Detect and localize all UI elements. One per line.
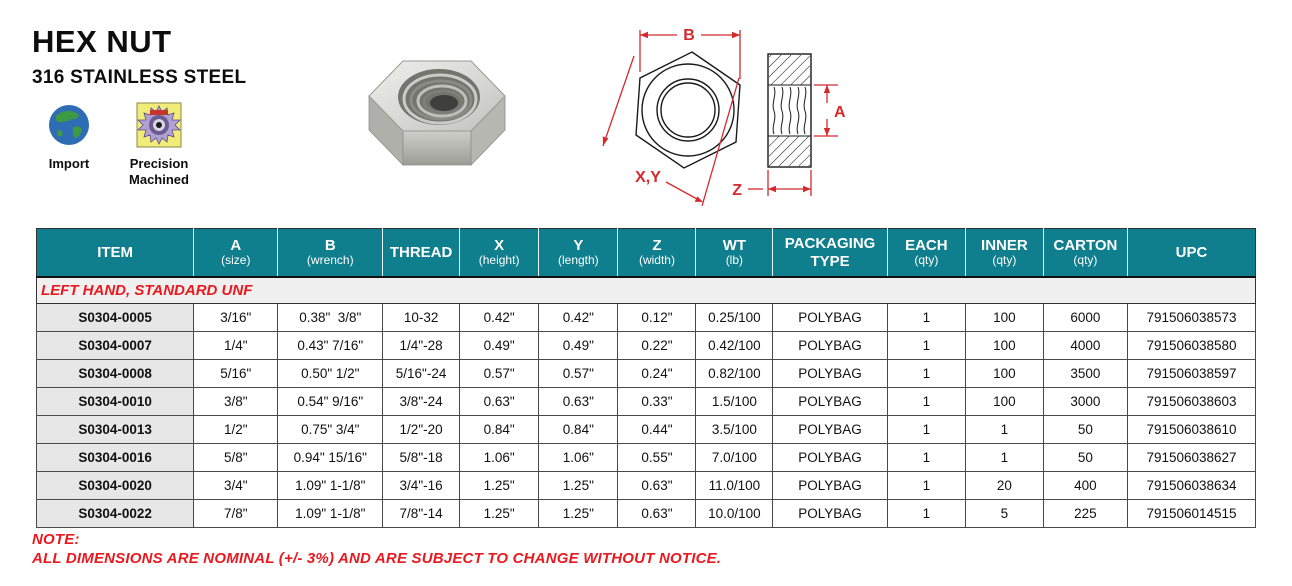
data-cell: 0.84" <box>459 416 538 444</box>
data-cell: 0.54" 9/16" <box>278 388 383 416</box>
data-cell: 100 <box>965 332 1043 360</box>
data-cell: 1/2"-20 <box>383 416 460 444</box>
data-cell: 3/8"-24 <box>383 388 460 416</box>
item-cell: S0304-0020 <box>37 472 194 500</box>
page-subtitle: 316 STAINLESS STEEL <box>32 67 247 88</box>
column-header-inner-qty: INNER (qty) <box>965 229 1043 278</box>
badge-row <box>34 102 194 187</box>
data-cell: 1 <box>965 416 1043 444</box>
data-cell: 3000 <box>1043 388 1127 416</box>
item-cell: S0304-0008 <box>37 360 194 388</box>
data-cell: 50 <box>1043 416 1127 444</box>
data-cell: 7/8" <box>194 500 278 528</box>
data-cell: 10.0/100 <box>696 500 773 528</box>
column-header-carton-qty: CARTON (qty) <box>1043 229 1127 278</box>
item-cell: S0304-0022 <box>37 500 194 528</box>
import-badge-label: Import <box>48 156 90 171</box>
data-cell: 791506038573 <box>1127 304 1255 332</box>
data-cell: 1 <box>965 444 1043 472</box>
data-cell: 1/4" <box>194 332 278 360</box>
data-cell: 7.0/100 <box>696 444 773 472</box>
data-cell: POLYBAG <box>773 500 888 528</box>
hex-front-view <box>636 52 740 168</box>
data-cell: 4000 <box>1043 332 1127 360</box>
table-row <box>37 304 1256 332</box>
data-cell: 1 <box>887 332 965 360</box>
precision-machined-badge-label: Precision Machined <box>129 156 189 187</box>
data-cell: 1.06" <box>539 444 618 472</box>
title-block <box>32 24 246 89</box>
data-cell: 5/16"-24 <box>383 360 460 388</box>
data-cell: 1/2" <box>194 416 278 444</box>
data-cell: 0.63" <box>618 500 696 528</box>
data-cell: 3500 <box>1043 360 1127 388</box>
data-cell: POLYBAG <box>773 444 888 472</box>
data-cell: 1 <box>887 304 965 332</box>
column-header-thread: THREAD <box>383 229 460 278</box>
column-header-packaging-type: PACKAGING TYPE <box>773 229 888 278</box>
data-cell: 0.82/100 <box>696 360 773 388</box>
data-cell: 100 <box>965 388 1043 416</box>
data-cell: 0.57" <box>459 360 538 388</box>
item-cell: S0304-0013 <box>37 416 194 444</box>
data-cell: 0.22" <box>618 332 696 360</box>
column-header-z-width: Z (width) <box>618 229 696 278</box>
data-cell: 3/4"-16 <box>383 472 460 500</box>
data-cell: 791506014515 <box>1127 500 1255 528</box>
column-header-x-height: X (height) <box>459 229 538 278</box>
hex-nut-photo <box>360 44 515 189</box>
spec-table <box>36 228 1256 528</box>
data-cell: 1.09" 1-1/8" <box>278 500 383 528</box>
data-cell: 0.63" <box>618 472 696 500</box>
data-cell: POLYBAG <box>773 360 888 388</box>
data-cell: 0.63" <box>459 388 538 416</box>
item-cell: S0304-0010 <box>37 388 194 416</box>
data-cell: 0.63" <box>539 388 618 416</box>
data-cell: 1.25" <box>539 500 618 528</box>
item-cell: S0304-0005 <box>37 304 194 332</box>
table-row <box>37 416 1256 444</box>
section-row <box>37 277 1256 304</box>
table-row <box>37 332 1256 360</box>
data-cell: 1.25" <box>459 500 538 528</box>
data-cell: 1 <box>887 444 965 472</box>
data-cell: 0.55" <box>618 444 696 472</box>
data-cell: 791506038627 <box>1127 444 1255 472</box>
data-cell: 5 <box>965 500 1043 528</box>
table-row <box>37 360 1256 388</box>
data-cell: 5/8" <box>194 444 278 472</box>
data-cell: 20 <box>965 472 1043 500</box>
data-cell: 791506038603 <box>1127 388 1255 416</box>
data-cell: 791506038610 <box>1127 416 1255 444</box>
dim-label-z: Z <box>732 182 742 199</box>
data-cell: 791506038634 <box>1127 472 1255 500</box>
data-cell: 5/8"-18 <box>383 444 460 472</box>
data-cell: 1.09" 1-1/8" <box>278 472 383 500</box>
column-header-wt-lb: WT (lb) <box>696 229 773 278</box>
data-cell: 1.06" <box>459 444 538 472</box>
gear-icon <box>136 102 182 148</box>
dim-label-b: B <box>683 27 695 44</box>
data-cell: 0.43" 7/16" <box>278 332 383 360</box>
data-cell: 0.12" <box>618 304 696 332</box>
data-cell: 3/8" <box>194 388 278 416</box>
data-cell: 1 <box>887 360 965 388</box>
data-cell: POLYBAG <box>773 472 888 500</box>
data-cell: 50 <box>1043 444 1127 472</box>
precision-machined-badge <box>124 102 194 187</box>
data-cell: 225 <box>1043 500 1127 528</box>
data-cell: 0.75" 3/4" <box>278 416 383 444</box>
dim-label-xy: X,Y <box>635 169 661 186</box>
section-label: LEFT HAND, STANDARD UNF <box>37 277 1256 304</box>
hex-side-view <box>768 54 811 167</box>
dimension-diagram <box>598 10 878 215</box>
column-header-b-wrench: B (wrench) <box>278 229 383 278</box>
data-cell: 0.38" 3/8" <box>278 304 383 332</box>
data-cell: POLYBAG <box>773 304 888 332</box>
data-cell: 400 <box>1043 472 1127 500</box>
column-header-y-length: Y (length) <box>539 229 618 278</box>
data-cell: 791506038580 <box>1127 332 1255 360</box>
data-cell: 0.42" <box>459 304 538 332</box>
table-row <box>37 472 1256 500</box>
data-cell: 0.42/100 <box>696 332 773 360</box>
data-cell: 100 <box>965 360 1043 388</box>
data-cell: 0.33" <box>618 388 696 416</box>
note-block <box>32 531 721 569</box>
data-cell: 791506038597 <box>1127 360 1255 388</box>
data-cell: 0.49" <box>459 332 538 360</box>
header-row <box>37 229 1256 278</box>
data-cell: 11.0/100 <box>696 472 773 500</box>
item-cell: S0304-0007 <box>37 332 194 360</box>
data-cell: 100 <box>965 304 1043 332</box>
page-title: HEX NUT <box>32 24 172 59</box>
note-text: ALL DIMENSIONS ARE NOMINAL (+/- 3%) AND ARE SUBJECT TO CHANGE WITHOUT NOTICE. <box>32 549 722 567</box>
column-header-a-size: A (size) <box>194 229 278 278</box>
table-row <box>37 388 1256 416</box>
data-cell: 1 <box>887 500 965 528</box>
data-cell: 1 <box>887 472 965 500</box>
data-cell: 6000 <box>1043 304 1127 332</box>
data-cell: 0.24" <box>618 360 696 388</box>
data-cell: 5/16" <box>194 360 278 388</box>
column-header-upc: UPC <box>1127 229 1255 278</box>
data-cell: 0.49" <box>539 332 618 360</box>
data-cell: POLYBAG <box>773 332 888 360</box>
column-header-each-qty: EACH (qty) <box>887 229 965 278</box>
data-cell: 0.44" <box>618 416 696 444</box>
data-cell: 0.25/100 <box>696 304 773 332</box>
data-cell: 1.5/100 <box>696 388 773 416</box>
globe-icon <box>46 102 92 148</box>
data-cell: 0.94" 15/16" <box>278 444 383 472</box>
data-cell: 0.50" 1/2" <box>278 360 383 388</box>
column-header-item: ITEM <box>37 229 194 278</box>
data-cell: 1 <box>887 388 965 416</box>
data-cell: 1 <box>887 416 965 444</box>
data-cell: 10-32 <box>383 304 460 332</box>
data-cell: 3/4" <box>194 472 278 500</box>
data-cell: 1.25" <box>459 472 538 500</box>
data-cell: 3/16" <box>194 304 278 332</box>
data-cell: 0.57" <box>539 360 618 388</box>
data-cell: 0.42" <box>539 304 618 332</box>
data-cell: 1/4"-28 <box>383 332 460 360</box>
data-cell: 0.84" <box>539 416 618 444</box>
data-cell: 7/8"-14 <box>383 500 460 528</box>
data-cell: POLYBAG <box>773 388 888 416</box>
table-row <box>37 500 1256 528</box>
item-cell: S0304-0016 <box>37 444 194 472</box>
table-row <box>37 444 1256 472</box>
data-cell: 3.5/100 <box>696 416 773 444</box>
note-label: NOTE: <box>32 531 80 548</box>
dim-label-a: A <box>834 104 846 121</box>
data-cell: 1.25" <box>539 472 618 500</box>
import-badge <box>34 102 104 187</box>
data-cell: POLYBAG <box>773 416 888 444</box>
